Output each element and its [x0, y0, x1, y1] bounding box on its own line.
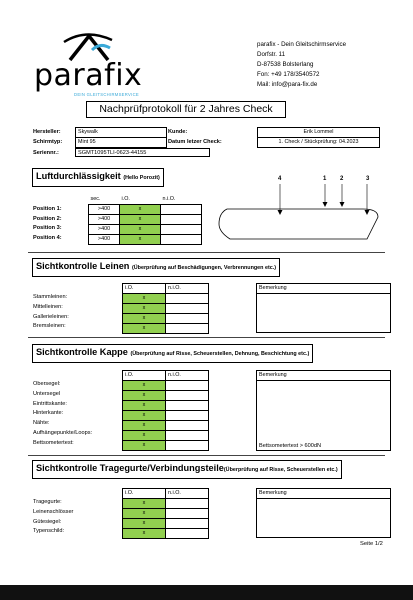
row-label: Mittelleinen: — [33, 303, 63, 310]
cell-io: x — [120, 235, 161, 245]
cell-io: x — [120, 225, 161, 235]
label-schirmtyp: Schirmtyp: — [33, 139, 63, 145]
cell-nio — [166, 431, 209, 441]
cell-io: x — [123, 381, 166, 391]
table-row — [89, 205, 202, 215]
company-city: D-87538 Bolsterlang — [257, 61, 314, 68]
table-row — [123, 314, 209, 324]
table-row — [123, 381, 209, 391]
table-row — [123, 519, 209, 529]
row-label: Gütesiegel: — [33, 518, 62, 525]
section-gurte-subtitle: (Überprüfung auf Risse, Scheuerstellen etc.) — [223, 467, 338, 473]
col-io: i.O. — [123, 489, 166, 499]
remarks-header: Bemerkung — [257, 371, 390, 381]
diagram-label-2: 2 — [340, 176, 344, 182]
table-row — [89, 235, 202, 245]
company-name: parafix - Dein Gleitschirmservice — [257, 41, 347, 48]
cell-sec: >400 — [89, 215, 120, 225]
row-label: Aufhängepunkte/Loops: — [33, 429, 93, 436]
cell-nio — [161, 225, 202, 235]
row-label: Bettsometertest: — [33, 439, 74, 446]
section-leinen-title — [32, 258, 280, 277]
row-label: Bremsleinen: — [33, 323, 66, 330]
divider — [28, 252, 385, 253]
cell-io: x — [123, 431, 166, 441]
company-email: Mail: info@para-fix.de — [257, 81, 318, 88]
cell-io: x — [123, 499, 166, 509]
row-label: Position 2: — [33, 215, 62, 222]
label-kunde: Kunde: — [168, 129, 188, 135]
cell-nio — [161, 205, 202, 215]
col-sec: sec. — [90, 196, 101, 203]
col-nio: n.i.O. — [166, 284, 209, 294]
datum-value: 1. Check / Stückprüfung: 04.2023 — [258, 138, 380, 148]
label-seriennr: Seriennr.: — [33, 150, 59, 156]
section-luft-subtitle: (Hello Porozit) — [123, 175, 160, 181]
row-label: Position 3: — [33, 225, 62, 232]
section-kappe-subtitle: (Überprüfung auf Risse, Scheuerstellen, Dehnung, Beschichtung etc.) — [130, 351, 310, 357]
cell-nio — [166, 314, 209, 324]
col-nio: n.i.O. — [166, 371, 209, 381]
luft-row-labels — [33, 205, 62, 243]
table-row — [123, 324, 209, 334]
table-row — [123, 499, 209, 509]
divider — [28, 337, 385, 338]
section-gurte-title — [32, 460, 342, 479]
company-street: Dorfstr. 11 — [257, 51, 286, 58]
diagram-label-1: 1 — [323, 176, 327, 182]
row-label: Obersegel: — [33, 381, 61, 387]
label-datum: Datum letzer Check: — [168, 139, 222, 145]
row-label: Gallerieleinen: — [33, 313, 69, 320]
section-luft-label: Luftdurchlässigkeit — [36, 171, 121, 181]
cell-sec: >400 — [89, 225, 120, 235]
diagram-label-3: 3 — [366, 176, 370, 182]
table-row — [123, 294, 209, 304]
table-row — [89, 215, 202, 225]
wing-outline — [219, 209, 378, 239]
schirmtyp-value: Mint 95 — [76, 138, 167, 148]
cell-nio — [166, 509, 209, 519]
company-address — [257, 40, 346, 90]
divider — [28, 455, 385, 456]
cell-nio — [166, 294, 209, 304]
kappe-row-labels — [33, 380, 92, 449]
cell-io: x — [123, 314, 166, 324]
cell-nio — [161, 215, 202, 225]
cell-io: x — [123, 411, 166, 421]
page-number: Seite 1/2 — [360, 541, 383, 547]
table-row — [123, 411, 209, 421]
cell-io: x — [123, 401, 166, 411]
cell-io: x — [123, 304, 166, 314]
col-io: i.O. — [123, 284, 166, 294]
row-label: Eintrittskante: — [33, 400, 67, 407]
kappe-table — [122, 370, 209, 451]
cell-nio — [166, 324, 209, 334]
cell-io: x — [123, 421, 166, 431]
logo — [34, 30, 164, 100]
cell-sec: >400 — [89, 235, 120, 245]
row-label: Nähte: — [33, 420, 50, 427]
gurte-table — [122, 488, 209, 539]
diagram-label-4: 4 — [278, 176, 282, 182]
table-row — [123, 401, 209, 411]
cell-io: x — [123, 441, 166, 451]
section-leinen-subtitle: (Überprüfung auf Beschädigungen, Verbrennungen etc.) — [131, 265, 277, 271]
table-row — [123, 431, 209, 441]
gurte-remarks[interactable] — [256, 488, 391, 538]
section-kappe-label: Sichtkontrolle Kappe — [36, 347, 128, 357]
kunde-value: Erik Lommel — [258, 128, 380, 138]
gurte-row-labels — [33, 498, 73, 537]
luft-table — [88, 195, 202, 245]
table-row — [123, 421, 209, 431]
col-io: i.O. — [121, 196, 130, 203]
cell-nio — [166, 441, 209, 451]
document-title: Nachprüfprotokoll für 2 Jahres Check — [86, 101, 286, 118]
leinen-row-labels — [33, 293, 69, 332]
section-gurte-label: Sichtkontrolle Tragegurte/Verbindungsteile — [36, 463, 224, 473]
row-label: Tragegurte: — [33, 499, 62, 505]
leinen-remarks[interactable] — [256, 283, 391, 333]
seriennr-value: SGMT1095TLI-0623-44155 — [75, 148, 210, 157]
section-luft-title — [32, 168, 164, 187]
device-info-table — [75, 127, 167, 148]
cell-nio — [166, 401, 209, 411]
cell-io: x — [123, 529, 166, 539]
col-io: i.O. — [123, 371, 166, 381]
table-row — [123, 509, 209, 519]
row-label: Position 4: — [33, 234, 62, 241]
cell-nio — [161, 235, 202, 245]
cell-nio — [166, 381, 209, 391]
remarks-header: Bemerkung — [257, 284, 390, 294]
remarks-text: Bettsometertest > 600dN — [259, 443, 322, 449]
row-label: Stammleinen: — [33, 294, 68, 300]
table-row — [123, 391, 209, 401]
cell-nio — [166, 499, 209, 509]
cell-io: x — [123, 391, 166, 401]
col-nio: n.i.O. — [162, 196, 176, 203]
cell-nio — [166, 411, 209, 421]
cell-nio — [166, 529, 209, 539]
cell-nio — [166, 421, 209, 431]
cell-io: x — [120, 215, 161, 225]
cell-io: x — [123, 519, 166, 529]
wing-diagram — [215, 172, 385, 246]
bottom-bar — [0, 585, 413, 600]
row-label: Untersegel — [33, 390, 61, 397]
row-label: Leinenschlösser — [33, 508, 74, 515]
table-row — [89, 225, 202, 235]
row-label: Hinterkante: — [33, 410, 64, 417]
section-leinen-label: Sichtkontrolle Leinen — [36, 261, 130, 271]
logo-wordmark: parafix — [34, 58, 143, 93]
cell-nio — [166, 304, 209, 314]
cell-nio — [166, 519, 209, 529]
label-hersteller: Hersteller: — [33, 129, 61, 135]
remarks-header: Bemerkung — [257, 489, 390, 499]
cell-sec: >400 — [89, 205, 120, 215]
cell-io: x — [123, 324, 166, 334]
logo-tagline: DEIN GLEITSCHIRMSERVICE — [74, 92, 139, 97]
table-row — [123, 441, 209, 451]
leinen-table — [122, 283, 209, 334]
cell-io: x — [123, 509, 166, 519]
col-nio: n.i.O. — [166, 489, 209, 499]
kappe-remarks[interactable] — [256, 370, 391, 451]
cell-nio — [166, 391, 209, 401]
row-label: Typenschild: — [33, 528, 65, 535]
row-label: Position 1: — [33, 206, 62, 212]
hersteller-value: Skywalk — [76, 128, 167, 138]
customer-info-table — [257, 127, 380, 148]
company-phone: Fon: +49 178/3540572 — [257, 71, 320, 78]
cell-io: x — [123, 294, 166, 304]
cell-io: x — [120, 205, 161, 215]
table-row — [123, 304, 209, 314]
section-kappe-title — [32, 344, 313, 363]
table-row — [123, 529, 209, 539]
